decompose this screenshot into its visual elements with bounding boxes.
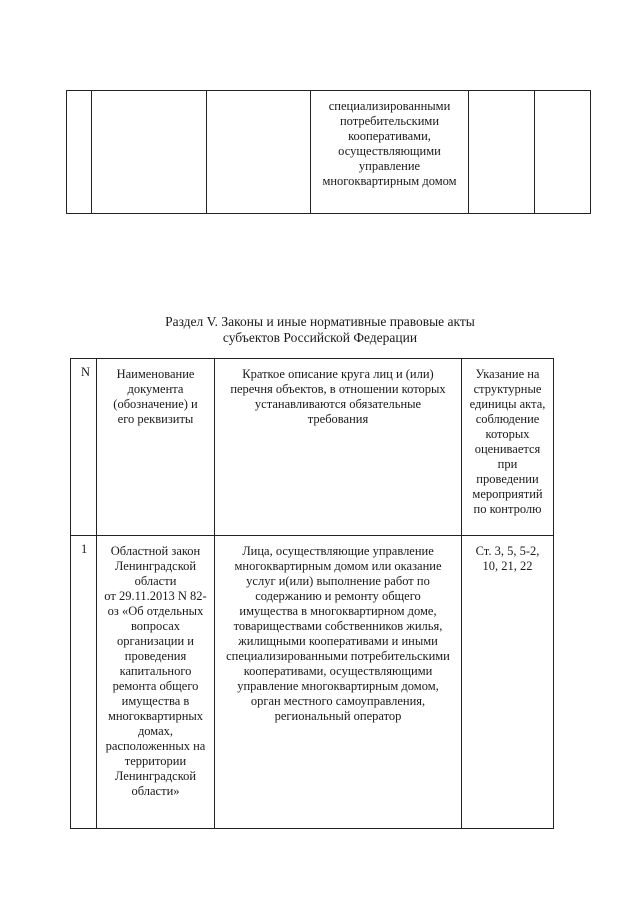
table-cell: специализированными потребительскими кооперативами, осуществляющими управление многоквартирным домом (311, 91, 469, 214)
row-number: 1 (71, 536, 97, 829)
description-cell: Лица, осуществляющие управление многоквартирным домом или оказание услуг и(или) выполнение работ по содержанию и ремонту общего имущества в многоквартирном доме, товариществами собственников жилья, жилищными кооперативами и иными специализированными потребительскими кооперативами, осуществляющими управление многоквартирным домом, орган местного самоуправления, региональный оператор (215, 536, 462, 829)
header-document: Наименование документа (обозначение) и его реквизиты (97, 359, 215, 536)
header-number: N (71, 359, 97, 536)
section-title: Раздел V. Законы и иные нормативные правовые акты субъектов Российской Федерации (165, 314, 475, 345)
table-cell (535, 91, 591, 214)
structural-units-cell: Ст. 3, 5, 5-2, 10, 21, 22 (462, 536, 554, 829)
header-description: Краткое описание круга лиц и (или) перечня объектов, в отношении которых устанавливаются обязательные требования (215, 359, 462, 536)
table-cell (67, 91, 92, 214)
table-cell (469, 91, 535, 214)
table-row (67, 91, 591, 214)
continuation-table (66, 90, 591, 214)
header-structural-units: Указание на структурные единицы акта, соблюдение которых оценивается при проведении мероприятий по контролю (462, 359, 554, 536)
table-cell (92, 91, 207, 214)
table-header-row (71, 359, 554, 536)
laws-table (70, 358, 554, 829)
document-name-cell: Областной закон Ленинградской области от 29.11.2013 N 82- оз «Об отдельных вопросах организации и проведения капитального ремонта общего имущества в многоквартирных домах, расположенных на территории Ленинградской области» (97, 536, 215, 829)
table-cell (207, 91, 311, 214)
table-row (71, 536, 554, 829)
